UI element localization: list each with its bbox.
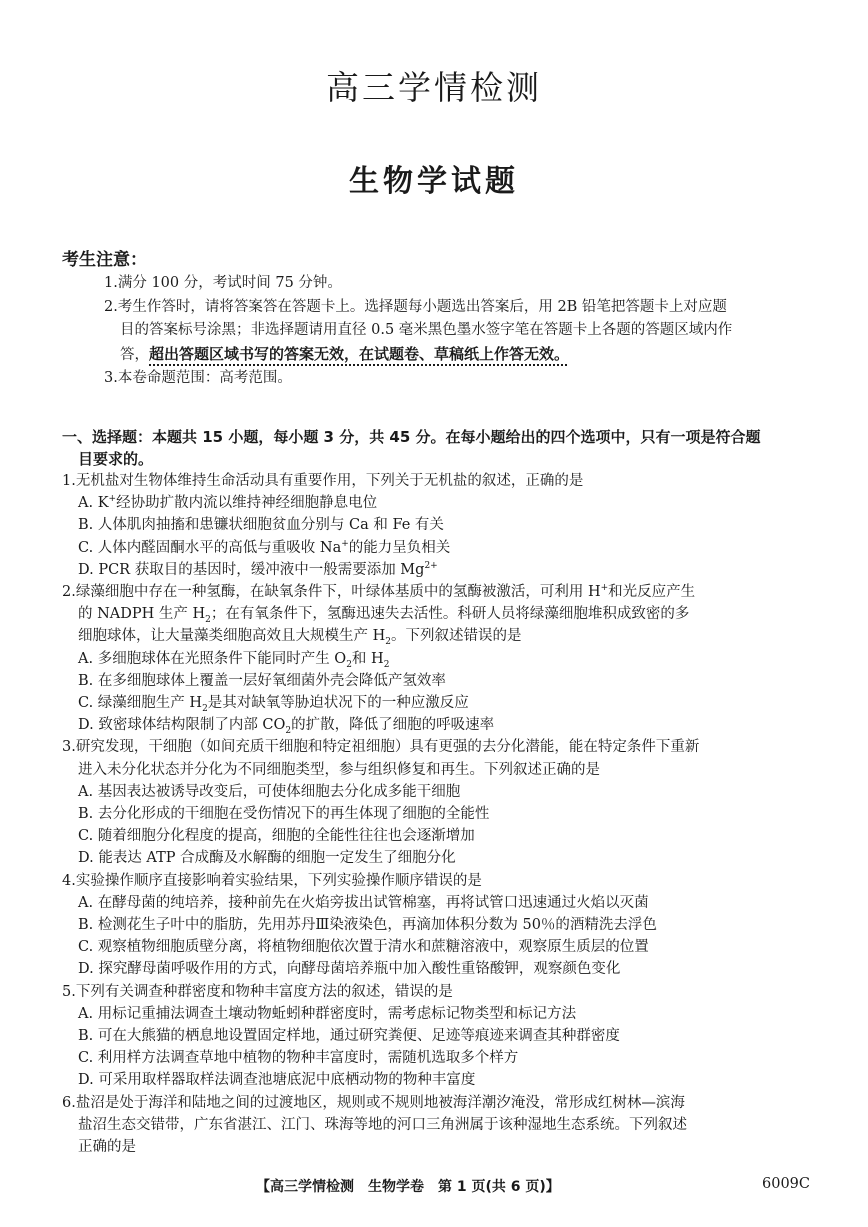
q2-l1-text-2: 和光反应产生 (608, 584, 696, 601)
q6-stem-3: 正确的是 (78, 1139, 136, 1156)
q2-l2-text-2: ；在有氧条件下，氢酶迅速失去活性。科研人员将绿藻细胞堆积成致密的多 (210, 606, 690, 623)
notice-item-2-prefix: 答， (120, 346, 149, 363)
q2-stem-2 (62, 603, 808, 625)
section-line-1: 一、选择题：本题共 15 小题，每小题 3 分，共 45 分。在每小题给出的四个选项中，只有一项是符合题 (62, 428, 761, 446)
q6-stem-1: 6.盐沼是处于海洋和陆地之间的过渡地区，规则或不规则地被海洋潮汐淹没，常形成红树林—滨海 (62, 1094, 685, 1111)
q2-a-text: A. 多细胞球体在光照条件下能同时产生 O (78, 650, 347, 667)
q2-d-text-2: 的扩散，降低了细胞的呼吸速率 (291, 717, 495, 734)
q2-c-text: C. 绿藻细胞生产 H (78, 695, 203, 712)
notice-emphasis: 超出答题区域书写的答案无效，在试题卷、草稿纸上作答无效。 (149, 344, 570, 363)
q2-d-sub: 2 (285, 726, 292, 737)
footer-page-info: 【高三学情检测 生物学卷 第 1 页(共 6 页)】 (256, 1179, 560, 1195)
q2-l3-sub: 2 (385, 637, 391, 648)
q5-option-c: C. 利用样方法调查草地中植物的物种丰富度时，需随机选取多个样方 (78, 1050, 519, 1067)
q2-a-text-2: 和 H (351, 650, 384, 667)
footer-code: 6009C (762, 1176, 810, 1192)
q4-option-c: C. 观察植物细胞质壁分离，将植物细胞依次置于清水和蔗糖溶液中，观察原生质层的位置 (78, 939, 649, 956)
q4-option-a: A. 在酵母菌的纯培养，接种前先在火焰旁拔出试管棉塞，再将试管口迅速通过火焰以灭菌 (78, 894, 649, 911)
q1-option-a (62, 492, 808, 514)
q1-a-sup: + (108, 494, 117, 505)
q2-c-text-2: 是其对缺氧等胁迫状况下的一种应激反应 (207, 695, 469, 712)
q2-l3-text-2: 。下列叙述错误的是 (391, 628, 522, 645)
q2-option-a (62, 648, 808, 670)
section-heading (62, 426, 808, 470)
notice-item-2-cont-2 (62, 343, 808, 368)
q2-l1-text: 2.绿藻细胞中存在一种氢酶，在缺氧条件下，叶绿体基质中的氢酶被激活，可利用 H (62, 584, 601, 601)
q1-a-text: A. K (78, 495, 109, 512)
q5-option-a: A. 用标记重捕法调查土壤动物蚯蚓种群密度时，需考虑标记物类型和标记方法 (78, 1005, 577, 1022)
q2-option-c (62, 692, 808, 714)
q2-l1-sup: + (600, 583, 609, 594)
q4-option-d: D. 探究酵母菌呼吸作用的方式，向酵母菌培养瓶中加入酸性重铬酸钾，观察颜色变化 (78, 961, 621, 978)
q3-option-b: B. 去分化形成的干细胞在受伤情况下的再生体现了细胞的全能性 (78, 806, 490, 823)
notice-heading: 考生注意： (62, 250, 147, 270)
q2-l2-text: 的 NADPH 生产 H (78, 606, 206, 623)
q5-stem: 5.下列有关调查种群密度和物种丰富度方法的叙述，错误的是 (62, 983, 453, 1000)
q1-c-text-2: 的能力呈负相关 (348, 539, 451, 556)
q2-stem-3 (62, 625, 808, 647)
q1-option-d (62, 559, 808, 581)
notice-item-2-cont: 目的答案标号涂黑；非选择题请用直径 0.5 毫米黑色墨水签字笔在答题卡上各题的答题区域内作 (120, 322, 733, 339)
q1-stem: 1.无机盐对生物体维持生命活动具有重要作用，下列关于无机盐的叙述，正确的是 (62, 473, 584, 489)
q4-option-b: B. 检测花生子叶中的脂肪，先用苏丹Ⅲ染液染色，再滴加体积分数为 50％的酒精洗去浮色 (78, 917, 657, 934)
q6-stem-2: 盐沼生态交错带，广东省湛江、江门、珠海等地的河口三角洲属于该种湿地生态系统。下列叙述 (78, 1116, 687, 1133)
q2-l3-text: 细胞球体，让大量藻类细胞高效且大规模生产 H (78, 628, 386, 645)
q1-d-sup: 2+ (424, 560, 438, 571)
notice-item-2: 2.考生作答时，请将答案答在答题卡上。选择题每小题选出答案后，用 2B 铅笔把答题卡上对应题 (104, 298, 727, 315)
q3-option-d: D. 能表达 ATP 合成酶及水解酶的细胞一定发生了细胞分化 (78, 850, 456, 867)
exam-title: 高三学情检测 (326, 68, 542, 107)
q1-c-text: C. 人体内醛固酮水平的高低与重吸收 Na (78, 539, 342, 556)
q3-stem-2: 进入未分化状态并分化为不同细胞类型，参与组织修复和再生。下列叙述正确的是 (78, 761, 600, 778)
q3-option-a: A. 基因表达被诱导改变后，可使体细胞去分化成多能干细胞 (78, 783, 461, 800)
q5-option-d: D. 可采用取样器取样法调查池塘底泥中底栖动物的物种丰富度 (78, 1072, 476, 1089)
exam-subtitle: 生物学试题 (349, 164, 519, 199)
q2-a-sub-1: 2 (346, 659, 352, 670)
q3-option-c: C. 随着细胞分化程度的提高，细胞的全能性往往也会逐渐增加 (78, 828, 475, 845)
q2-a-sub-2: 2 (383, 659, 390, 670)
q2-option-b: B. 在多细胞球体上覆盖一层好氧细菌外壳会降低产氢效率 (78, 672, 446, 689)
section-line-2: 目要求的。 (78, 450, 154, 468)
q1-d-text: D. PCR 获取目的基因时，缓冲液中一般需要添加 Mg (78, 561, 425, 578)
notice-item-1: 1.满分 100 分，考试时间 75 分钟。 (104, 275, 342, 291)
q2-l2-sub: 2 (205, 615, 211, 626)
question-list (62, 470, 808, 1158)
q4-stem: 4.实验操作顺序直接影响着实验结果，下列实验操作顺序错误的是 (62, 872, 482, 889)
q2-c-sub: 2 (202, 703, 208, 714)
q1-c-sup: + (341, 538, 349, 549)
q2-stem-1 (62, 581, 808, 603)
q1-option-c (62, 537, 808, 559)
q5-option-b: B. 可在大熊猫的栖息地设置固定样地，通过研究粪便、足迹等痕迹来调查其种群密度 (78, 1028, 620, 1045)
q3-stem-1: 3.研究发现，干细胞（如间充质干细胞和特定祖细胞）具有更强的去分化潜能，能在特定条件下重新 (62, 739, 700, 756)
q1-a-text-2: 经协助扩散内流以维持神经细胞静息电位 (116, 495, 378, 512)
notice-item-3: 3.本卷命题范围：高考范围。 (104, 370, 292, 387)
q2-d-text: D. 致密球体结构限制了内部 CO (78, 717, 286, 734)
q2-option-d (62, 714, 808, 736)
q1-option-b: B. 人体肌肉抽搐和患镰状细胞贫血分别与 Ca 和 Fe 有关 (78, 517, 444, 534)
notice-list (62, 272, 808, 391)
